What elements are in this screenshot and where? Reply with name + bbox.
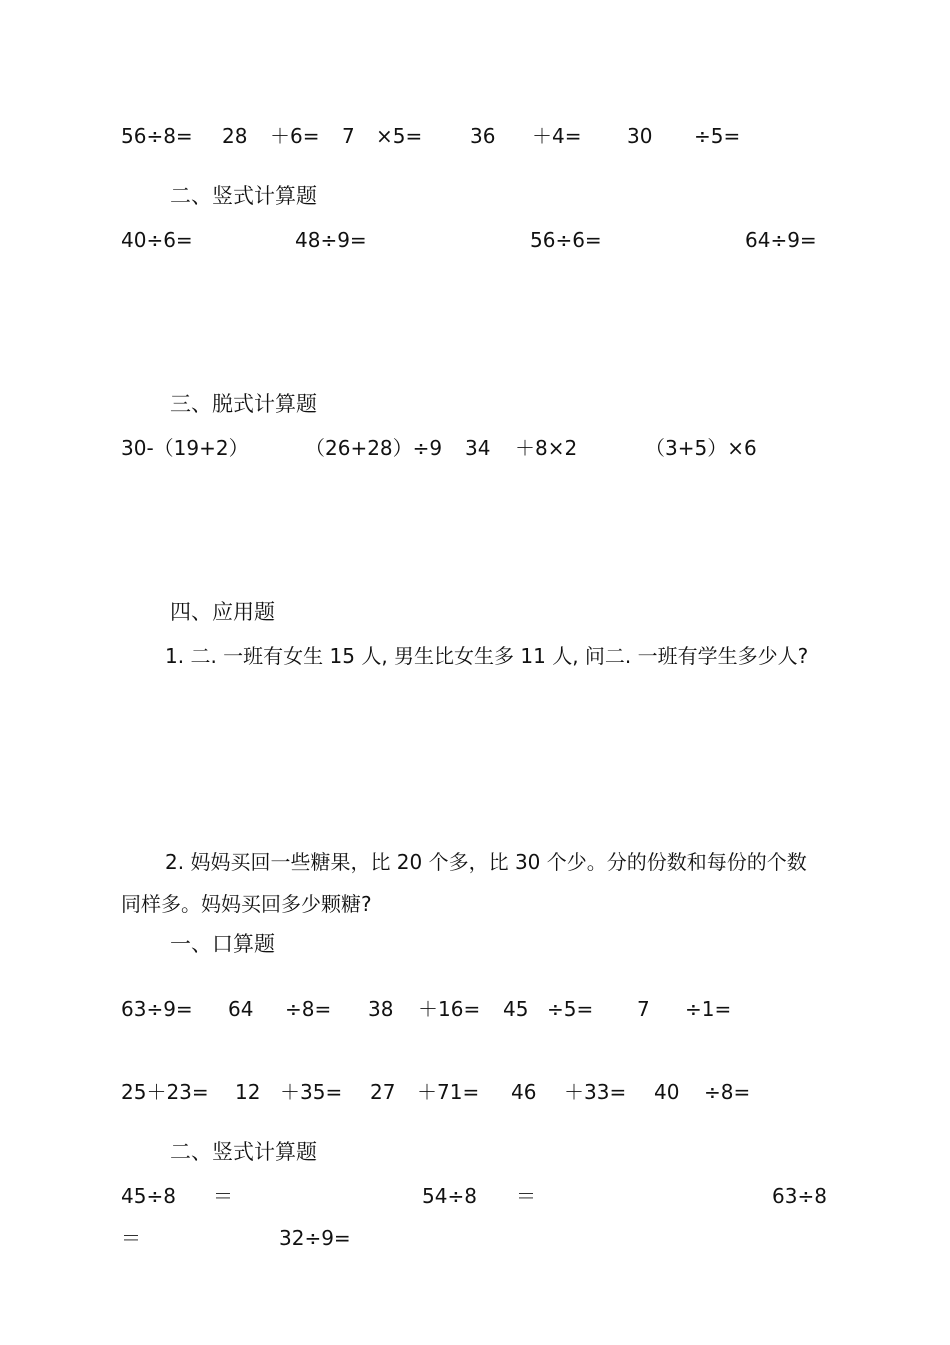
- arith-item: 12: [235, 1080, 261, 1104]
- arith-item: ＋8×2: [515, 436, 578, 460]
- arith-item: ÷8=: [704, 1080, 751, 1104]
- arith-item: 7: [637, 997, 650, 1021]
- arith-item: 7: [342, 124, 355, 148]
- word-problem: 2. 妈妈买回一些糖果，比 20 个多，比 30 个少。分的份数和每份的个数: [165, 850, 807, 874]
- arith-item: ÷5=: [547, 997, 594, 1021]
- arith-item: 56÷6=: [530, 228, 602, 252]
- arith-item: ＝: [516, 1184, 536, 1208]
- arith-item: ＋35=: [280, 1080, 343, 1104]
- arith-item: 48÷9=: [295, 228, 367, 252]
- arith-item: 30-（19+2）: [121, 436, 249, 460]
- arith-item: ＋16=: [418, 997, 481, 1021]
- arith-item: 64÷9=: [745, 228, 817, 252]
- arith-item: ＋33=: [564, 1080, 627, 1104]
- section-heading: 二、竖式计算题: [170, 184, 317, 208]
- arith-item: 64: [228, 997, 254, 1021]
- arith-item: ＋71=: [417, 1080, 480, 1104]
- arith-item: ÷5=: [694, 124, 741, 148]
- arith-item: （3+5）×6: [645, 436, 757, 460]
- arith-item: ＋4=: [532, 124, 582, 148]
- section-heading: 一、口算题: [170, 932, 275, 956]
- section-heading: 三、脱式计算题: [170, 392, 317, 416]
- section-heading: 二、竖式计算题: [170, 1140, 317, 1164]
- arith-item: 45: [503, 997, 529, 1021]
- arith-item: 63÷8: [772, 1184, 827, 1208]
- arith-item: 36: [470, 124, 496, 148]
- arith-item: 45÷8: [121, 1184, 176, 1208]
- arith-item: 34: [465, 436, 491, 460]
- arith-item: 32÷9=: [279, 1226, 351, 1250]
- arith-item: ＝: [121, 1226, 141, 1250]
- arith-item: 40÷6=: [121, 228, 193, 252]
- arith-item: 27: [370, 1080, 396, 1104]
- arith-item: 28: [222, 124, 248, 148]
- word-problem-continued: 同样多。妈妈买回多少颗糖?: [121, 892, 372, 916]
- arith-item: 38: [368, 997, 394, 1021]
- arith-item: ＋6=: [270, 124, 320, 148]
- arith-item: 63÷9=: [121, 997, 193, 1021]
- arith-item: 30: [627, 124, 653, 148]
- arith-item: 40: [654, 1080, 680, 1104]
- arith-item: 25＋23=: [121, 1080, 209, 1104]
- arith-item: ＝: [213, 1184, 233, 1208]
- arith-item: ×5=: [376, 124, 423, 148]
- section-heading: 四、应用题: [170, 600, 275, 624]
- word-problem: 1. 二. 一班有女生 15 人, 男生比女生多 11 人, 问二. 一班有学生多少人?: [165, 644, 809, 668]
- arith-item: ÷8=: [285, 997, 332, 1021]
- arith-item: 46: [511, 1080, 537, 1104]
- arith-item: ÷1=: [685, 997, 732, 1021]
- arith-item: （26+28）÷9: [305, 436, 443, 460]
- arith-item: 54÷8: [422, 1184, 477, 1208]
- arith-item: 56÷8=: [121, 124, 193, 148]
